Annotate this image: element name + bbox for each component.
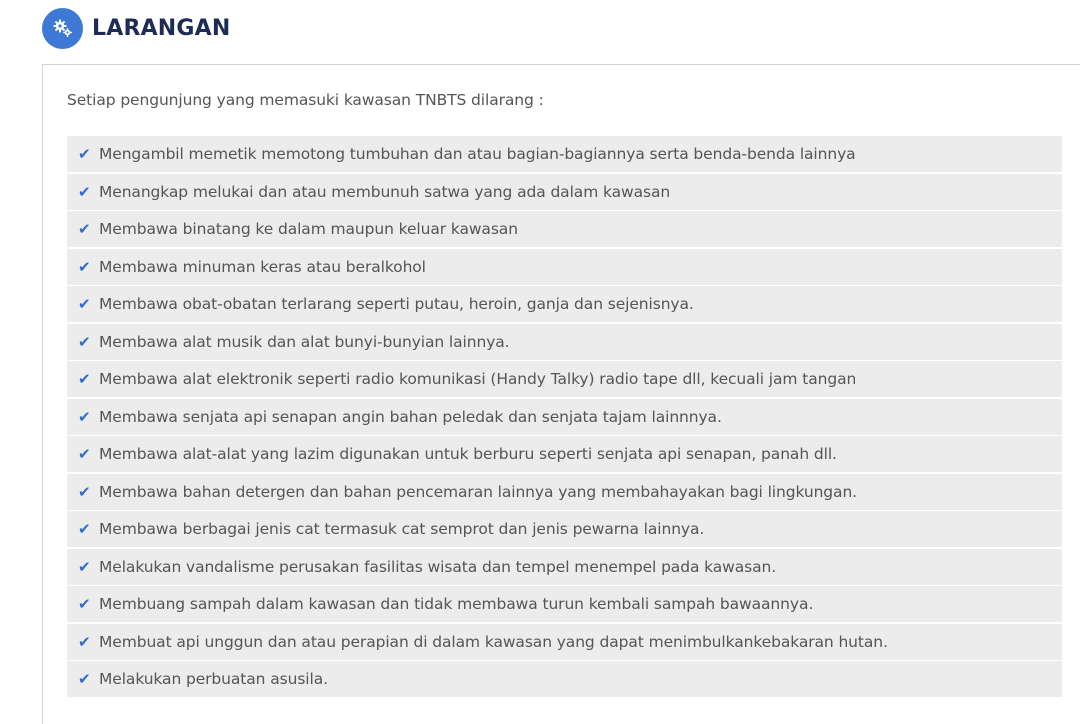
list-item-text: Membawa alat elektronik seperti radio komunikasi (Handy Talky) radio tape dll, kecuali jam tangan bbox=[99, 370, 857, 388]
list-item-text: Membawa minuman keras atau beralkohol bbox=[99, 257, 426, 276]
section-title: LARANGAN bbox=[92, 15, 231, 41]
list-item bbox=[67, 661, 1062, 697]
check-icon: ✔ bbox=[78, 295, 91, 313]
list-item bbox=[67, 249, 1062, 285]
list-item-text: Menangkap melukai dan atau membunuh satwa yang ada dalam kawasan bbox=[99, 182, 671, 201]
list-item bbox=[67, 511, 1062, 547]
list-item-text: Mengambil memetik memotong tumbuhan dan atau bagian-bagiannya serta benda-benda lainnya bbox=[99, 145, 856, 163]
list-item-text: Membawa alat-alat yang lazim digunakan untuk berburu seperti senjata api senapan, panah dll. bbox=[99, 445, 837, 463]
list-item bbox=[67, 286, 1062, 322]
check-icon: ✔ bbox=[78, 445, 91, 463]
check-icon: ✔ bbox=[78, 520, 91, 538]
list-item-text: Membawa bahan detergen dan bahan pencemaran lainnya yang membahayakan bagi lingkungan. bbox=[99, 482, 857, 501]
prohibition-list bbox=[67, 136, 1062, 699]
list-item bbox=[67, 361, 1062, 397]
list-item-text: Membawa senjata api senapan angin bahan peledak dan senjata tajam lainnnya. bbox=[99, 407, 722, 426]
check-icon: ✔ bbox=[78, 182, 91, 201]
list-item bbox=[67, 549, 1062, 585]
list-item bbox=[67, 436, 1062, 472]
list-item-text: Membuat api unggun dan atau perapian di dalam kawasan yang dapat menimbulkankebakaran hutan. bbox=[99, 632, 888, 651]
check-icon: ✔ bbox=[78, 332, 91, 351]
check-icon: ✔ bbox=[78, 145, 91, 163]
check-icon: ✔ bbox=[78, 670, 91, 688]
section-header bbox=[42, 7, 231, 49]
list-item bbox=[67, 624, 1062, 660]
list-item-text: Melakukan perbuatan asusila. bbox=[99, 670, 328, 688]
list-item-text: Membawa binatang ke dalam maupun keluar kawasan bbox=[99, 220, 518, 238]
list-item-text: Membuang sampah dalam kawasan dan tidak membawa turun kembali sampah bawaannya. bbox=[99, 595, 814, 613]
check-icon: ✔ bbox=[78, 632, 91, 651]
list-item bbox=[67, 211, 1062, 247]
list-item-text: Membawa alat musik dan alat bunyi-bunyian lainnya. bbox=[99, 332, 510, 351]
list-item-text: Membawa obat-obatan terlarang seperti putau, heroin, ganja dan sejenisnya. bbox=[99, 295, 694, 313]
gears-icon bbox=[42, 8, 83, 49]
list-item-text: Melakukan vandalisme perusakan fasilitas wisata dan tempel menempel pada kawasan. bbox=[99, 557, 777, 576]
list-item bbox=[67, 474, 1062, 510]
intro-text: Setiap pengunjung yang memasuki kawasan TNBTS dilarang : bbox=[67, 91, 544, 109]
list-item bbox=[67, 586, 1062, 622]
check-icon: ✔ bbox=[78, 220, 91, 238]
check-icon: ✔ bbox=[78, 482, 91, 501]
content-panel bbox=[42, 64, 1080, 724]
check-icon: ✔ bbox=[78, 370, 91, 388]
list-item bbox=[67, 324, 1062, 360]
check-icon: ✔ bbox=[78, 407, 91, 426]
list-item bbox=[67, 136, 1062, 172]
check-icon: ✔ bbox=[78, 257, 91, 276]
check-icon: ✔ bbox=[78, 595, 91, 613]
list-item-text: Membawa berbagai jenis cat termasuk cat semprot dan jenis pewarna lainnya. bbox=[99, 520, 705, 538]
list-item bbox=[67, 174, 1062, 210]
list-item bbox=[67, 399, 1062, 435]
check-icon: ✔ bbox=[78, 557, 91, 576]
